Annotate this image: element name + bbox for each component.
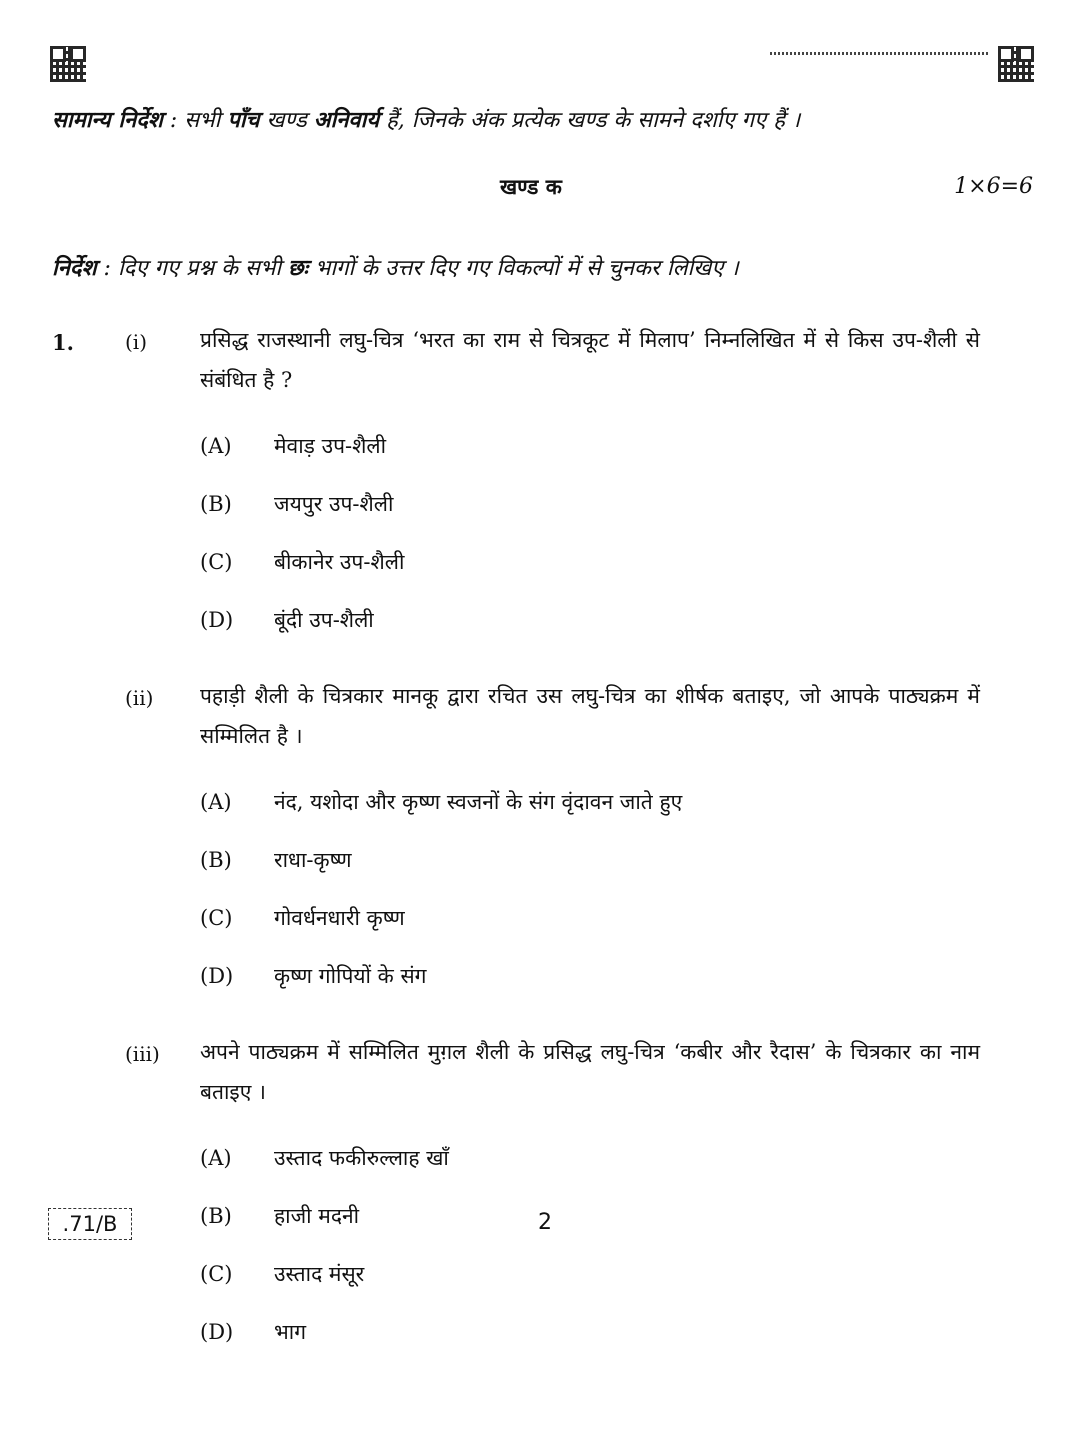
option-item [200, 962, 427, 990]
general-instruction-emphasis: अनिवार्य [313, 107, 380, 133]
option-label: (D) [200, 964, 234, 988]
option-item [200, 1318, 306, 1346]
barcode-strip [770, 52, 988, 55]
page-number: 2 [538, 1210, 552, 1235]
qr-code-right [998, 46, 1034, 82]
question-number: 1. [52, 330, 74, 355]
option-item [200, 432, 386, 460]
option-label: (D) [200, 608, 234, 632]
option-item [200, 490, 393, 518]
general-instruction-text: : सभी [162, 108, 228, 133]
instruction-text: भागों के उत्तर दिए गए विकल्पों में से चुनकर लिखिए । [307, 256, 739, 281]
option-text: हाजी मदनी [274, 1204, 360, 1228]
option-text: भाग [274, 1320, 307, 1344]
option-item [200, 1260, 364, 1288]
option-label: (A) [200, 1146, 232, 1170]
instruction-label: निर्देश [52, 255, 97, 281]
option-label: (C) [200, 550, 233, 574]
option-item [200, 548, 404, 576]
section-marks: 1×6=6 [954, 174, 1033, 199]
option-text: नंद, यशोदा और कृष्ण स्वजनों के संग वृंदावन जाते हुए [274, 790, 683, 814]
qr-code-left [50, 46, 86, 82]
sub-question-number: (ii) [125, 686, 154, 710]
option-item [200, 904, 405, 932]
option-label: (A) [200, 434, 232, 458]
option-text: जयपुर उप-शैली [274, 492, 394, 516]
option-item [200, 1144, 449, 1172]
option-item [200, 846, 352, 874]
general-instruction-text: खण्ड [259, 108, 314, 133]
instruction-emphasis: छः [288, 255, 308, 281]
general-instruction [52, 104, 800, 134]
option-text: बूंदी उप-शैली [274, 608, 374, 632]
option-label: (C) [200, 906, 233, 930]
option-text: राधा-कृष्ण [274, 848, 352, 872]
option-text: मेवाड़ उप-शैली [274, 434, 387, 458]
sub-question-text: प्रसिद्ध राजस्थानी लघु-चित्र ‘भरत का राम से चित्रकूट में मिलाप’ निम्नलिखित में से किस उप-शैली से संबंधित है ? [200, 328, 980, 392]
sub-question-number: (iii) [125, 1042, 160, 1066]
option-text: उस्ताद मंसूर [274, 1262, 365, 1286]
sub-question-text: पहाड़ी शैली के चित्रकार मानकू द्वारा रचित उस लघु-चित्र का शीर्षक बताइए, जो आपके पाठ्यक्रम में सम्मिलित है । [200, 684, 980, 748]
option-text: बीकानेर उप-शैली [274, 550, 405, 574]
option-item [200, 606, 374, 634]
option-label: (C) [200, 1262, 233, 1286]
option-item [200, 788, 682, 816]
general-instruction-emphasis: पाँच [227, 107, 260, 133]
option-label: (D) [200, 1320, 234, 1344]
section-title: खण्ड क [500, 175, 562, 199]
option-item [200, 1202, 359, 1230]
option-label: (B) [200, 848, 232, 872]
paper-code: .71/B [48, 1208, 132, 1240]
general-instruction-text: हैं, जिनके अंक प्रत्येक खण्ड के सामने दर्शाए गए हैं । [379, 108, 801, 133]
sub-question-number: (i) [125, 330, 148, 354]
general-instruction-label: सामान्य निर्देश [52, 107, 163, 133]
section-instruction [52, 252, 739, 282]
instruction-text: : दिए गए प्रश्न के सभी [96, 256, 289, 281]
sub-question-text: अपने पाठ्यक्रम में सम्मिलित मुग़ल शैली के प्रसिद्ध लघु-चित्र ‘कबीर और रैदास’ के चित्रकार का नाम बताइए । [200, 1040, 980, 1104]
option-text: गोवर्धनधारी कृष्ण [274, 906, 405, 930]
option-label: (B) [200, 1204, 232, 1228]
option-text: उस्ताद फकीरुल्लाह खाँ [274, 1146, 449, 1170]
option-label: (B) [200, 492, 232, 516]
option-text: कृष्ण गोपियों के संग [274, 964, 427, 988]
option-label: (A) [200, 790, 232, 814]
